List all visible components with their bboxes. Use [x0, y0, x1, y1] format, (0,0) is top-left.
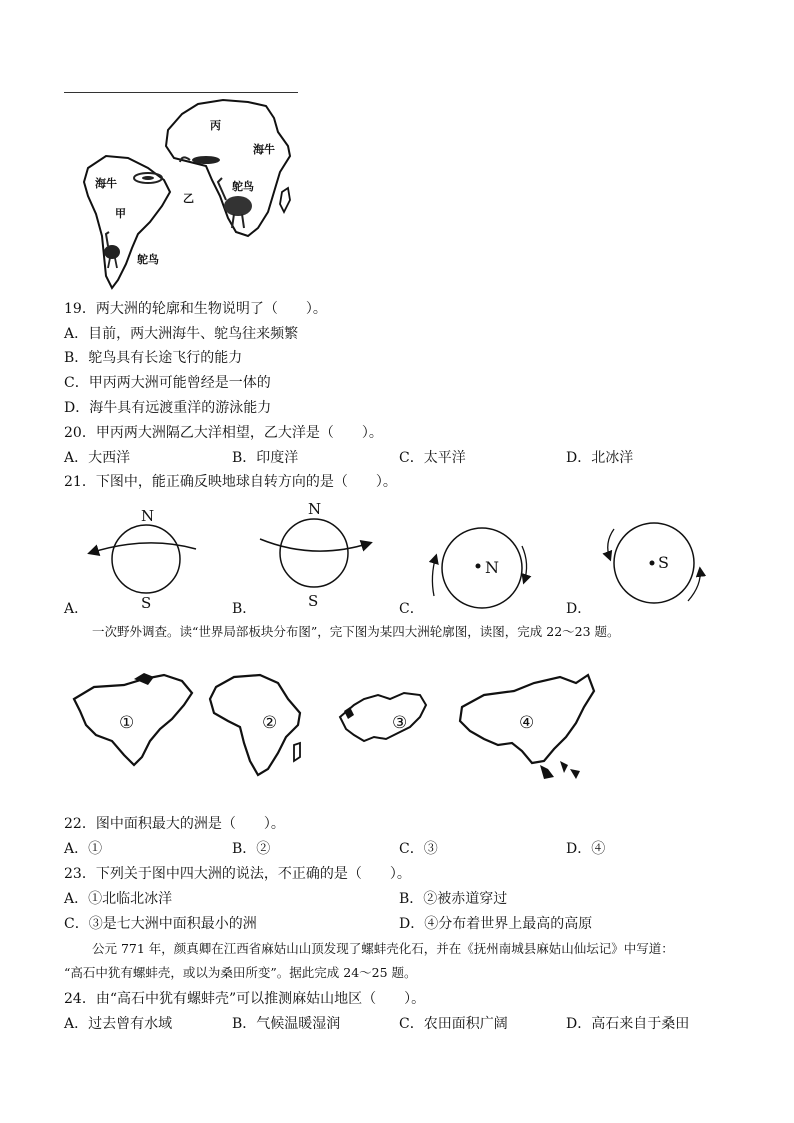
- q19-option-d[interactable]: D．海牛具有远渡重洋的游泳能力: [64, 400, 272, 416]
- q23-option-d[interactable]: D．④分布着世界上最高的高原: [399, 916, 593, 932]
- label-ostrich-right: 鸵鸟: [232, 180, 254, 193]
- intro-24-25-line2: “高石中犹有螺蚌壳，或以为桑田所变”。据此完成 24～25 题。: [64, 965, 417, 980]
- africa-outline-small: [210, 675, 300, 775]
- manatee-icon-left: [134, 173, 162, 183]
- globe-a-s: S: [141, 594, 152, 612]
- q20-option-c[interactable]: C．太平洋: [399, 450, 466, 466]
- q23-option-a[interactable]: A．①北临北冰洋: [64, 891, 173, 907]
- q24-stem: 24．由“高石中犹有螺蚌壳”可以推测麻姑山地区（ ）。: [64, 991, 426, 1007]
- q20-option-d[interactable]: D．北冰洋: [566, 450, 634, 466]
- q22-option-c[interactable]: C．③: [399, 841, 438, 857]
- q21-option-b[interactable]: B．: [232, 601, 257, 617]
- globe-d: [600, 515, 710, 615]
- q21-stem: 21．下图中，能正确反映地球自转方向的是（ ）。: [64, 474, 397, 490]
- africa-outline: [166, 100, 290, 236]
- globe-b-s: S: [308, 592, 319, 610]
- label-manatee-top: 海牛: [253, 143, 275, 156]
- q24-option-d[interactable]: D．高石来自于桑田: [566, 1016, 690, 1032]
- q19-option-b[interactable]: B．鸵鸟具有长途飞行的能力: [64, 350, 243, 366]
- label-jia: 甲: [115, 207, 126, 220]
- q24-option-b[interactable]: B．气候温暖湿润: [232, 1016, 341, 1032]
- label-bing: 丙: [210, 119, 221, 132]
- q23-option-b[interactable]: B．②被赤道穿过: [399, 891, 508, 907]
- continent-label-4: ④: [519, 713, 535, 733]
- globe-b-n: N: [308, 500, 322, 518]
- q19-option-c[interactable]: C．甲丙两大洲可能曾经是一体的: [64, 375, 271, 391]
- continent-label-2: ②: [262, 713, 278, 733]
- header-rule: [64, 92, 298, 93]
- globe-c: [428, 520, 538, 620]
- q21-option-d[interactable]: D．: [566, 601, 592, 617]
- q22-option-a[interactable]: A．①: [64, 841, 103, 857]
- q20-option-b[interactable]: B．印度洋: [232, 450, 299, 466]
- q22-stem: 22．图中面积最大的洲是（ ）。: [64, 816, 285, 832]
- continent-label-1: ①: [119, 713, 135, 733]
- q24-option-c[interactable]: C．农田面积广阔: [399, 1016, 508, 1032]
- globe-d-s: S: [658, 553, 669, 572]
- q21-option-a[interactable]: A．: [64, 601, 89, 617]
- label-ostrich-bottom: 鸵鸟: [137, 253, 159, 266]
- q22-option-b[interactable]: B．②: [232, 841, 271, 857]
- madagascar-outline: [280, 188, 290, 212]
- q20-stem: 20．甲丙两大洲隔乙大洋相望，乙大洋是（ ）。: [64, 425, 383, 441]
- q19-stem: 19．两大洲的轮廓和生物说明了（ ）。: [64, 301, 327, 317]
- q21-option-c[interactable]: C．: [399, 601, 424, 617]
- q23-option-c[interactable]: C．③是七大洲中面积最小的洲: [64, 916, 257, 932]
- intro-22-23: 一次野外调查。读“世界局部板块分布图”，完下图为某四大洲轮廓图，读图，完成 22～23 题。: [92, 624, 620, 639]
- europe-outline: [340, 693, 426, 741]
- continent-label-3: ③: [392, 713, 408, 733]
- globe-a-n: N: [141, 507, 155, 525]
- q20-option-a[interactable]: A．大西洋: [64, 450, 131, 466]
- q24-option-a[interactable]: A．过去曾有水域: [64, 1016, 173, 1032]
- intro-24-25-line1: 公元 771 年，颜真卿在江西省麻姑山山顶发现了螺蚌壳化石，并在《抚州南城县麻姑山仙坛记》中写道：: [92, 941, 674, 956]
- globe-c-n: N: [485, 558, 499, 577]
- label-yi: 乙: [183, 192, 194, 205]
- q19-option-a[interactable]: A．目前，两大洲海牛、鸵鸟往来频繁: [64, 326, 299, 342]
- q22-option-d[interactable]: D．④: [566, 841, 606, 857]
- q23-stem: 23．下列关于图中四大洲的说法，不正确的是（ ）。: [64, 866, 411, 882]
- label-manatee-left: 海牛: [95, 177, 117, 190]
- ostrich-icon-bottom: [104, 232, 120, 268]
